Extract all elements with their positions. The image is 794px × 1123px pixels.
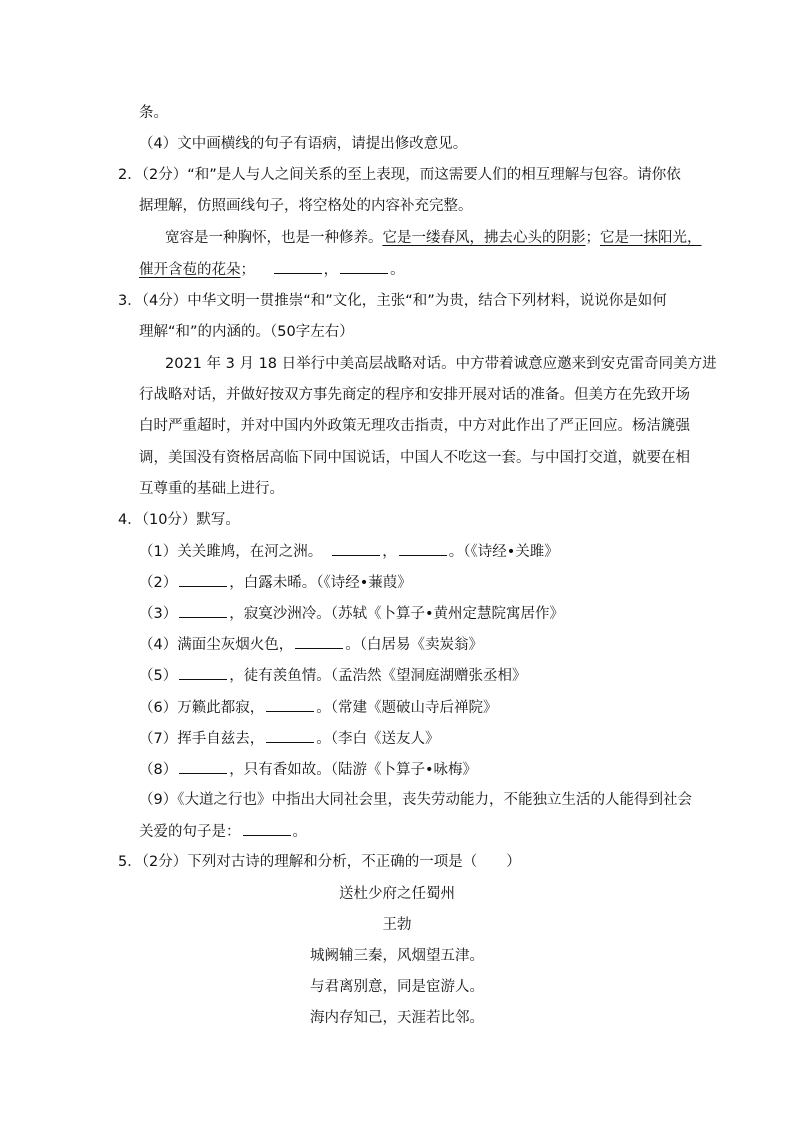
q4-item-6-source: 。（常建《题破山寺后禅院》 <box>316 700 498 716</box>
q4-item-4-blank[interactable] <box>295 634 343 649</box>
q2-comma: ， <box>323 262 339 278</box>
q2-underlined-1: 它是一缕春风，拂去心头的阴影 <box>382 230 586 246</box>
q4-item-1-source: 。（《诗经•关雎》 <box>448 544 559 560</box>
q4-item-4-text: （4）满面尘灰烟火色， <box>139 637 294 653</box>
q3-para-line3: 白时严重超时，并对中国内外政策无理攻击指责，中方对此作出了严正回应。杨洁篪强 <box>139 418 690 434</box>
q4-item-1-blank-b[interactable] <box>399 541 447 556</box>
q4-item-2 <box>139 572 412 593</box>
q2-body-line2 <box>139 259 405 280</box>
q4-item-3 <box>139 603 564 624</box>
q2-underlined-3: 催开含苞的花朵 <box>139 262 241 278</box>
q2-head2: 据理解，仿照画线句子，将空格处的内容补充完整。 <box>139 198 473 214</box>
q2-head: 2．（2分）“和”是人与人之间关系的至上表现，而这需要人们的相互理解与包容。请你依 <box>118 167 681 183</box>
q4-item-8-blank[interactable] <box>179 759 227 774</box>
q3-para-line4: 调，美国没有资格居高临下同中国说话，中国人不吃这一套。与中国打交道，就要在相 <box>139 450 690 466</box>
q4-item-3-text: ，寂寞沙洲冷。（苏轼《卜算子•黄州定慧院寓居作》 <box>229 606 565 622</box>
q4-item-7 <box>139 728 439 749</box>
q4-item-6 <box>139 697 497 718</box>
poem-title: 送杜少府之任蜀州 <box>339 886 455 902</box>
poem-line-2: 与君离别意，同是宦游人。 <box>310 979 484 995</box>
q4-item-7-blank[interactable] <box>266 728 314 743</box>
q1-tail: 条。 <box>139 105 168 121</box>
q2-body-plain: 宽容是一种胸怀，也是一种修养。 <box>165 230 383 246</box>
q3-para-line2: 行战略对话，并做好按双方事先商定的程序和安排开展对话的准备。但美方在先致开场 <box>139 387 690 403</box>
q4-item-9: （9）《大道之行也》中指出大同社会里，丧失劳动能力，不能独立生活的人能得到社会 <box>139 792 692 808</box>
q4-item-4-source: 。（白居易《卖炭翁》 <box>345 637 483 653</box>
q4-item-5-text: ，徒有羡鱼情。（孟浩然《望洞庭湖赠张丞相》 <box>229 668 527 684</box>
q2-body-line1 <box>165 228 702 248</box>
q4-item-9-period: 。 <box>292 824 307 840</box>
q4-item-1-text: （1）关关雎鸠，在河之洲。 <box>139 544 323 560</box>
q2-sep: ； <box>585 230 600 246</box>
poem-line-3: 海内存知己，天涯若比邻。 <box>310 1010 484 1026</box>
q4-item-8 <box>139 759 477 780</box>
q2-underlined-2: 它是一抹阳光， <box>600 230 702 246</box>
q4-item-1 <box>139 541 559 562</box>
q4-item-7-source: 。（李白《送友人》 <box>316 731 440 747</box>
q4-item-5 <box>139 665 526 686</box>
q4-item-8-num: （8） <box>139 762 178 778</box>
q4-item-9-label: 关爱的句子是： <box>139 824 241 840</box>
q2-period: 。 <box>390 262 405 278</box>
q4-item-7-text: （7）挥手自兹去， <box>139 731 265 747</box>
q4-item-2-num: （2） <box>139 575 178 591</box>
q3-para-line5: 互尊重的基础上进行。 <box>139 481 284 497</box>
q4-item-3-num: （3） <box>139 606 178 622</box>
q4-item-2-blank[interactable] <box>179 572 227 587</box>
q3-head: 3．（4分）中华文明一贯推崇“和”文化，主张“和”为贵，结合下列材料，说说你是如何 <box>118 293 667 309</box>
q4-item-3-blank[interactable] <box>179 603 227 618</box>
q1-sub4: （4）文中画横线的句子有语病，请提出修改意见。 <box>139 136 468 152</box>
q3-para-line1: 2021 年 3 月 18 日举行中美高层战略对话。中方带着诚意应邀来到安克雷奇同美方进 <box>165 356 717 372</box>
q4-item-9-line2 <box>139 821 307 842</box>
poem-author: 王勃 <box>382 917 412 933</box>
q4-item-1-blank-a[interactable] <box>332 541 380 556</box>
q4-item-8-text: ，只有香如故。（陆游《卜算子•咏梅》 <box>229 762 478 778</box>
q4-item-9-blank[interactable] <box>243 821 291 836</box>
q4-head: 4．（10分）默写。 <box>118 512 240 528</box>
q5-head: 5．（2分）下列对古诗的理解和分析，不正确的一项是（ ） <box>118 854 521 870</box>
q4-item-6-blank[interactable] <box>266 697 314 712</box>
q4-item-4 <box>139 634 483 655</box>
q4-item-2-text: ，白露未晞。（《诗经•蒹葭》 <box>229 575 412 591</box>
q3-head2: 理解“和”的内涵的。（50字左右） <box>139 324 354 340</box>
q4-item-5-num: （5） <box>139 668 178 684</box>
q2-blank-1[interactable] <box>274 259 322 274</box>
q4-item-6-text: （6）万籁此都寂， <box>139 700 265 716</box>
q2-blank-2[interactable] <box>340 259 388 274</box>
poem-line-1: 城阙辅三秦，风烟望五津。 <box>310 948 484 964</box>
q4-item-5-blank[interactable] <box>179 665 227 680</box>
q4-item-1-comma: ， <box>382 544 397 560</box>
q2-tail: ； <box>240 262 255 278</box>
